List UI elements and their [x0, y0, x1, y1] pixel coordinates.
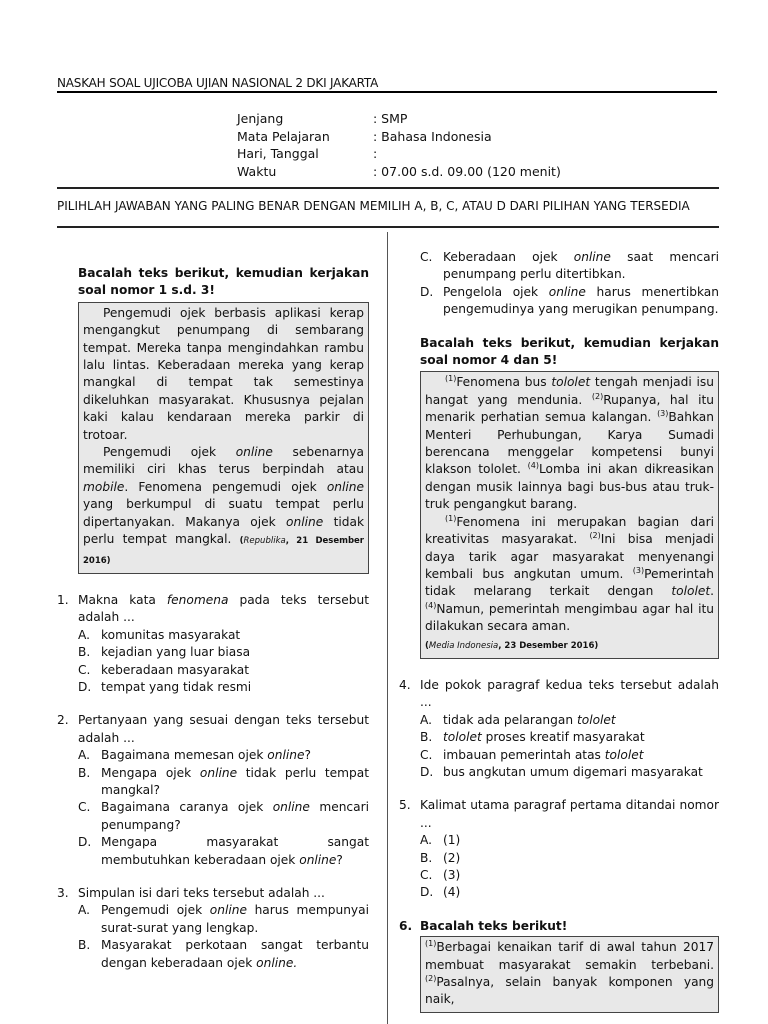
question-6-passage: $^{(1)}$Berbagai kenaikan tarif di awal tahun 2017 membuat masyarakat semakin terbebani. $^{(2)}$Pasalnya, selain banyak komponen yang naik,: [420, 936, 719, 1013]
q5-option-c[interactable]: C. (3): [420, 868, 461, 882]
question-1-stem: Makna kata fenomena pada teks tersebut adalah ...: [78, 592, 369, 625]
q1-option-b[interactable]: B. kejadian yang luar biasa: [78, 645, 251, 660]
q5-option-d[interactable]: D. (4): [420, 885, 461, 900]
question-2: 2. Pertanyaan yang sesuai dengan teks tersebut adalah ... A. Bagaimana memesan ojek online? B. Mengapa ojek online tidak perlu tempat mangkal? C. Bagaimana caranya ojek online mencari penumpang? D. Mengapa masyarakat sangat membutuhkan keberadaan ojek online?: [57, 712, 369, 869]
info-label: Waktu: [237, 163, 277, 179]
question-2-stem: Pertanyaan yang sesuai dengan teks tersebut adalah ...: [78, 713, 369, 745]
q4-option-c[interactable]: C. imbauan pemerintah atas tololet: [420, 747, 644, 762]
question-6-stem: Bacalah teks berikut!: [420, 918, 568, 933]
info-value: : SMP: [373, 111, 408, 126]
left-column: [57, 265, 369, 972]
info-row-mapel: [237, 128, 561, 146]
info-row-jenjang: [237, 110, 561, 128]
question-4: 4. Ide pokok paragraf kedua teks tersebut adalah ... A. tidak ada pelarangan tololet B. tololet proses kreatif masyarakat C. imbauan pemerintah atas tololet D. bus angkutan umum digemari masyarakat: [399, 677, 719, 781]
q2-option-c[interactable]: C. Bagaimana caranya ojek online mencari penumpang?: [78, 800, 369, 832]
q4-option-a[interactable]: A. tidak ada pelarangan tololet: [420, 712, 616, 727]
passage2-paragraph-1: $^{(1)}$Fenomena bus tololet tengah menjadi isu hangat yang mendunia. $^{(2)}$Rupanya, hal itu menarik perhatian semua kalangan. $^{(3)}$Bahkan Menteri Perhubungan, Karya Sumadi berencana menggelar kompetensi bunyi klakson tololet. $^{(4)}$Lomba ini akan dikreasikan dengan musik lainnya bagi bus-bus atau truk-truk pengangkut barang.: [425, 374, 714, 512]
divider-bottom: [57, 226, 719, 228]
info-row-waktu: [237, 163, 561, 181]
exam-info: [237, 110, 561, 180]
question-3: 3. Simpulan isi dari teks tersebut adalah ... A. Pengemudi ojek online harus mempunyai surat-surat yang lengkap. B. Masyarakat perkotaan sangat terbantu dengan keberadaan ojek online.: [57, 885, 369, 972]
q5-option-a[interactable]: A. (1): [420, 833, 461, 848]
question-5-stem: Kalimat utama paragraf pertama ditandai nomor ...: [420, 798, 719, 830]
q2-option-d[interactable]: D. Mengapa masyarakat sangat membutuhkan keberadaan ojek online?: [78, 835, 369, 867]
info-row-tanggal: [237, 145, 561, 163]
info-label: Jenjang: [237, 111, 284, 126]
q2-option-a[interactable]: A. Bagaimana memesan ojek online?: [78, 748, 311, 763]
question-4-stem: Ide pokok paragraf kedua teks tersebut adalah ...: [420, 677, 719, 710]
q1-option-c[interactable]: C. keberadaan masyarakat: [78, 662, 250, 677]
question-1: 1. Makna kata fenomena pada teks tersebut adalah ... A. komunitas masyarakat B. kejadian yang luar biasa C. keberadaan masyarakat D. tempat yang tidak resmi: [57, 592, 369, 696]
question-3-stem: Simpulan isi dari teks tersebut adalah ...: [78, 886, 325, 900]
passage1-paragraph-2: Pengemudi ojek online sebenarnya memiliki ciri khas terus berpindah atau mobile. Fenomena pengemudi ojek online yang berkumpul di suatu tempat perlu dipertanyakan. Makanya ojek online tidak perlu tempat mangkal. (Republika, 21 Desember 2016): [83, 445, 364, 566]
q3-option-c[interactable]: C. Keberadaan ojek online saat mencari penumpang perlu ditertibkan.: [420, 250, 719, 282]
column-divider: [387, 232, 388, 1024]
passage1-paragraph-1: Pengemudi ojek berbasis aplikasi kerap mengangkut penumpang di sembarang tempat. Mereka tanpa mengindahkan rambu lalu lintas. Keberadaan mereka yang kerap mangkal di tempat tak semestinya dikeluhkan masyarakat. Khususnya pejalan kaki kalau kendaraan mereka parkir di trotoar.: [83, 305, 364, 442]
text1-intro: Bacalah teks berikut, kemudian kerjakan soal nomor 1 s.d. 3!: [78, 266, 369, 298]
info-value: :: [373, 146, 378, 161]
reading-passage-2: [420, 371, 719, 659]
q5-option-b[interactable]: B. (2): [420, 850, 461, 865]
q2-option-b[interactable]: B. Mengapa ojek online tidak perlu tempat mangkal?: [78, 765, 369, 797]
q3-option-b[interactable]: B. Masyarakat perkotaan sangat terbantu dengan keberadaan ojek online.: [78, 938, 369, 970]
info-value: : Bahasa Indonesia: [373, 128, 492, 144]
q1-option-d[interactable]: D. tempat yang tidak resmi: [78, 679, 252, 694]
q1-option-a[interactable]: A. komunitas masyarakat: [78, 627, 241, 642]
info-value: : 07.00 s.d. 09.00 (120 menit): [373, 163, 561, 179]
passage2-paragraph-2: $^{(1)}$Fenomena ini merupakan bagian dari kreativitas masyarakat. $^{(2)}$Ini bisa menjadi daya tarik agar masyarakat menyenangi kembali bus angkutan umum. $^{(3)}$Pemerintah tidak melarang terkait dengan tololet. $^{(4)}$Namun, pemerintah mengimbau agar hal itu dilakukan secara aman.: [425, 513, 714, 634]
question-5: 5. Kalimat utama paragraf pertama ditandai nomor ... A. (1) B. (2) C. (3) D. (4): [399, 797, 719, 901]
text2-intro: Bacalah teks berikut, kemudian kerjakan soal nomor 4 dan 5!: [420, 335, 719, 368]
passage2-source: (Media Indonesia, 23 Desember 2016): [425, 640, 599, 651]
reading-passage-1: [78, 302, 369, 574]
q3-option-a[interactable]: A. Pengemudi ojek online harus mempunyai surat-surat yang lengkap.: [78, 903, 369, 935]
info-label: Mata Pelajaran: [237, 128, 330, 144]
q4-option-b[interactable]: B. tololet proses kreatif masyarakat: [420, 730, 645, 745]
q3-option-d[interactable]: D. Pengelola ojek online harus menertibkan pengemudinya yang merugikan penumpang.: [420, 284, 719, 317]
exam-title: NASKAH SOAL UJICOBA UJIAN NASIONAL 2 DKI JAKARTA: [57, 76, 717, 93]
right-column: [399, 249, 719, 1013]
instruction: PILIHLAH JAWABAN YANG PALING BENAR DENGAN MEMILIH A, B, C, ATAU D DARI PILIHAN YANG TERSEDIA: [57, 199, 690, 213]
question-6: 6. Bacalah teks berikut! $^{(1)}$Berbagai kenaikan tarif di awal tahun 2017 membuat masyarakat semakin terbebani. $^{(2)}$Pasalnya, selain banyak komponen yang naik,: [399, 918, 719, 1013]
passage1-source: (Republika, 21 Desember 2016): [83, 536, 364, 566]
info-label: Hari, Tanggal: [237, 146, 319, 161]
divider-top: [57, 187, 719, 189]
q4-option-d[interactable]: D. bus angkutan umum digemari masyarakat: [420, 764, 703, 779]
